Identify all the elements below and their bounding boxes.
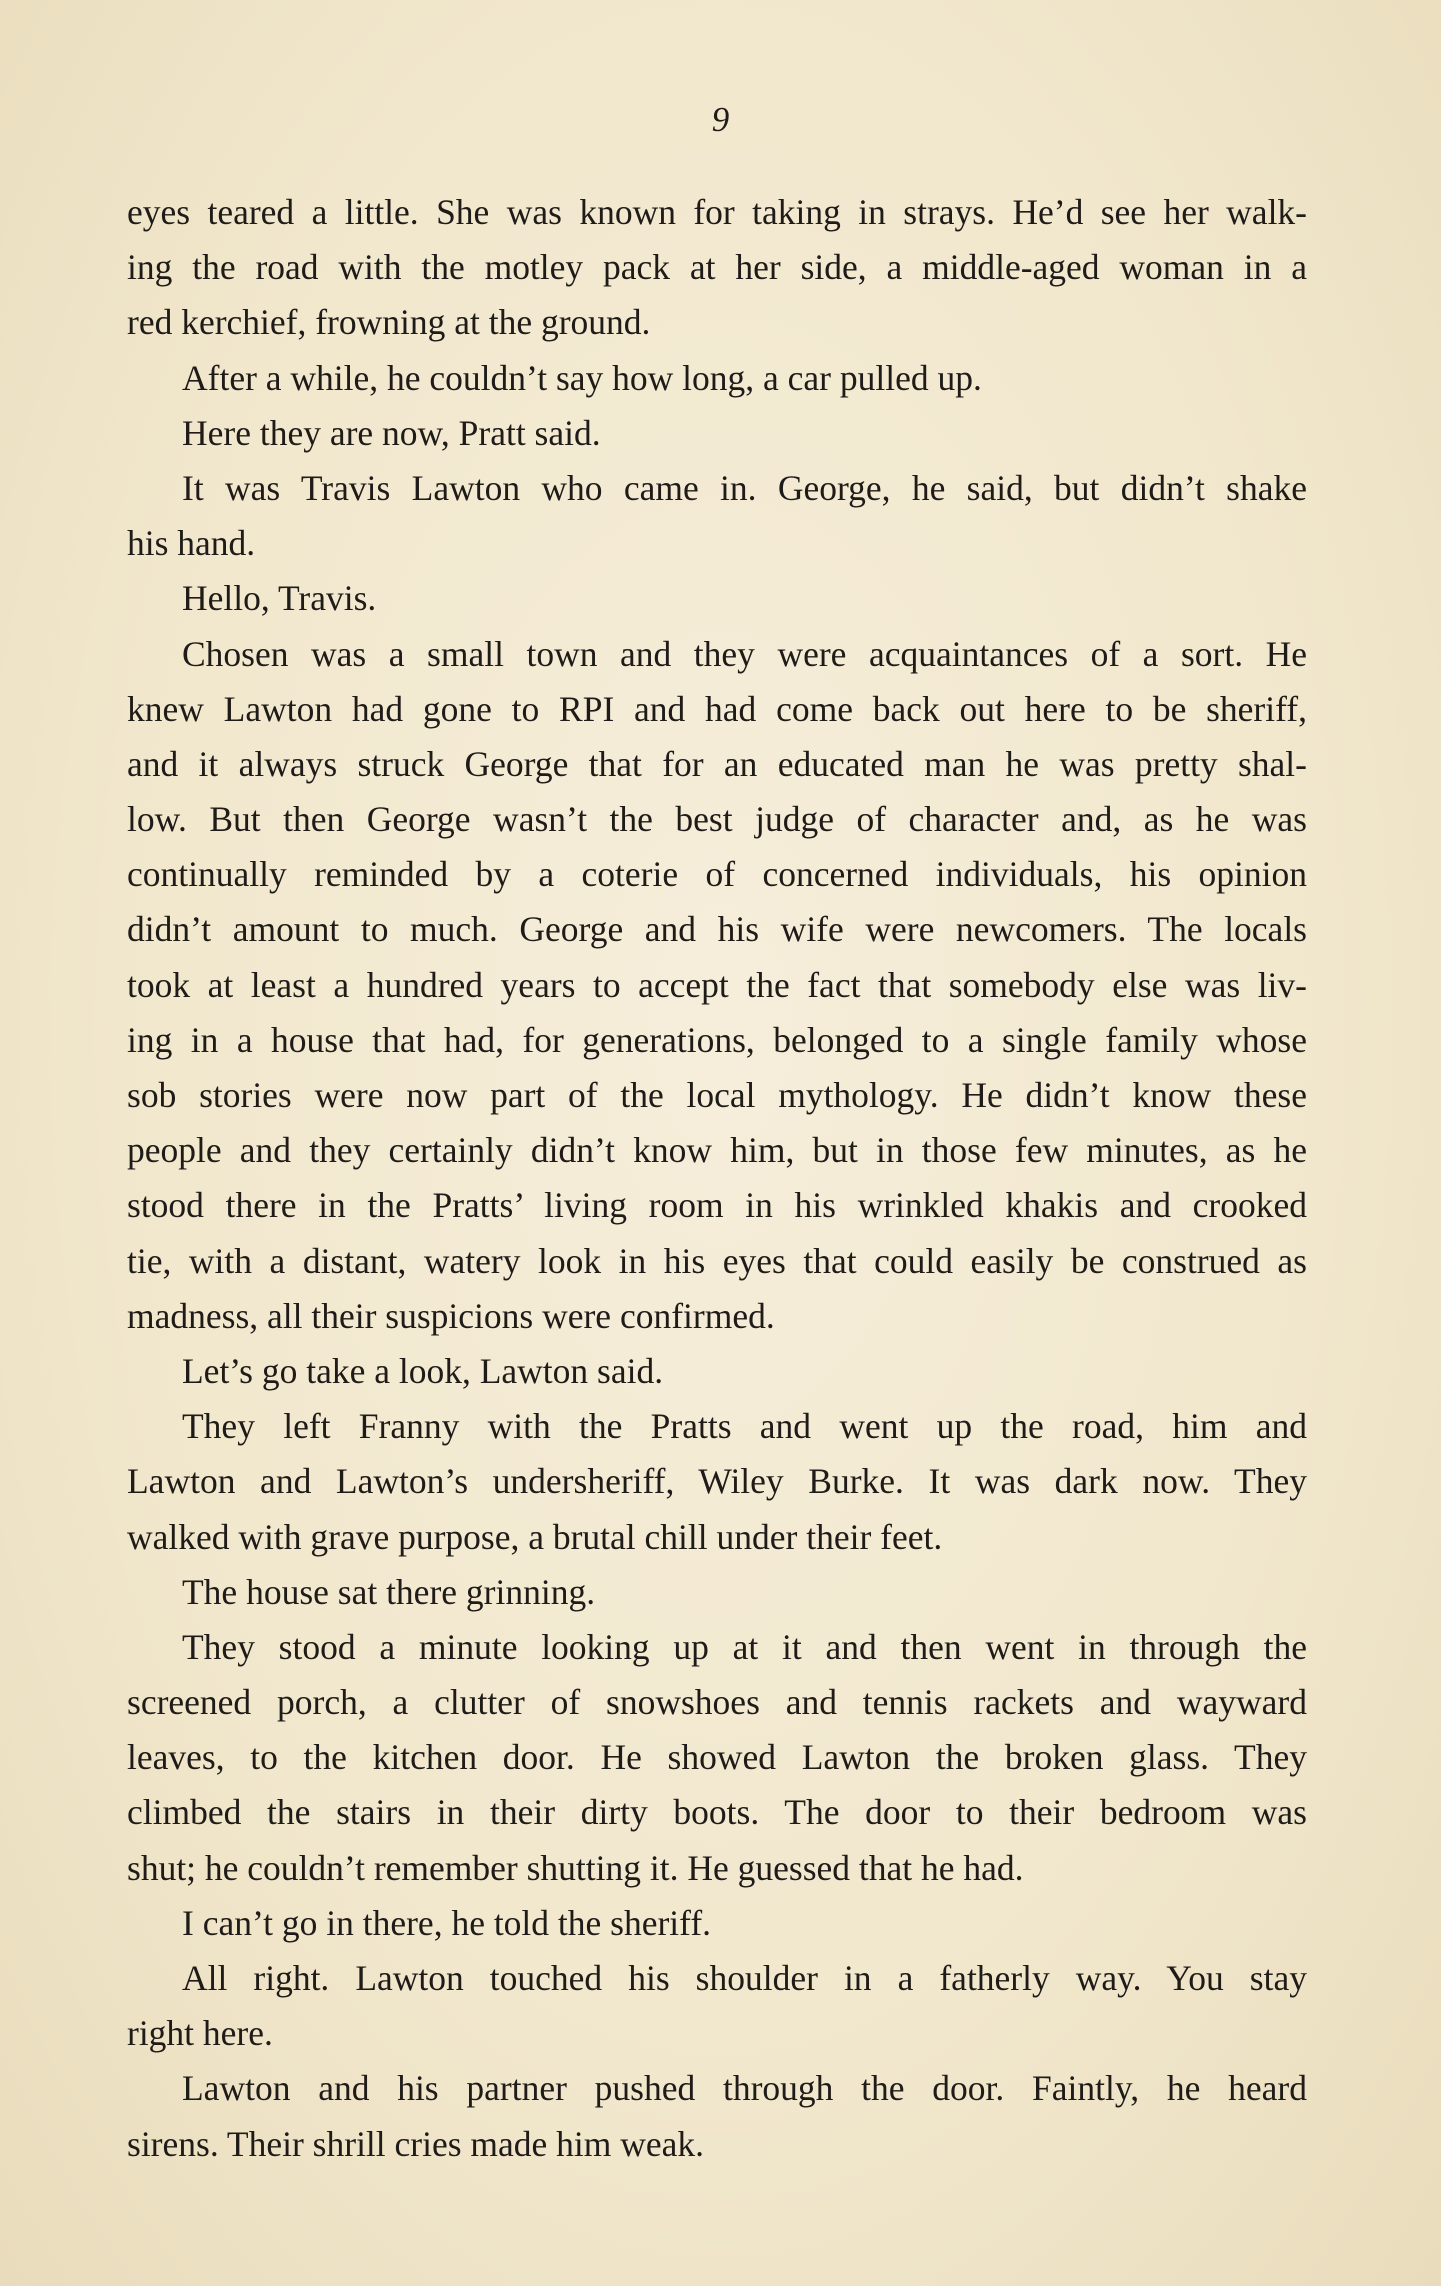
text-line: red kerchief, frowning at the ground. <box>127 302 651 343</box>
text-line: knew Lawton had gone to RPI and had come back out here to be sheriff, <box>127 688 1307 729</box>
text-line: eyes teared a little. She was known for taking in strays. He’d see her walk- <box>127 192 1307 232</box>
text-line: Chosen was a small town and they were acquaintances of a sort. He <box>182 633 1307 674</box>
text-line: right here. <box>127 2013 273 2054</box>
text-line: tie, with a distant, watery look in his eyes that could easily be construed as <box>127 1240 1307 1281</box>
text-line: ing in a house that had, for generations, belonged to a single family whose <box>127 1019 1307 1060</box>
text-line: ing the road with the motley pack at her side, a middle-aged woman in a <box>127 247 1307 288</box>
text-line: low. But then George wasn’t the best judge of character and, as he was <box>127 799 1307 840</box>
text-line: his hand. <box>127 523 256 564</box>
text-line: screened porch, a clutter of snowshoes and tennis rackets and wayward <box>127 1682 1307 1723</box>
text-line: Lawton and Lawton’s undersheriff, Wiley Burke. It was dark now. They <box>127 1461 1307 1502</box>
text-line: Lawton and his partner pushed through the door. Faintly, he heard <box>182 2068 1307 2109</box>
text-line: I can’t go in there, he told the sheriff. <box>182 1902 712 1943</box>
body-text <box>127 185 1307 2172</box>
text-line: didn’t amount to much. George and his wife were newcomers. The locals <box>127 909 1307 950</box>
page-number: 9 <box>711 100 730 139</box>
text-line: shut; he couldn’t remember shutting it. He guessed that he had. <box>127 1847 1024 1888</box>
text-line: madness, all their suspicions were confirmed. <box>127 1295 775 1336</box>
text-line: Let’s go take a look, Lawton said. <box>182 1350 664 1391</box>
text-line: and it always struck George that for an educated man he was pretty shal- <box>127 743 1307 784</box>
text-line: They stood a minute looking up at it and then went in through the <box>182 1626 1307 1667</box>
text-line: The house sat there grinning. <box>182 1571 596 1612</box>
text-line: walked with grave purpose, a brutal chill under their feet. <box>127 1516 943 1557</box>
text-line: Hello, Travis. <box>182 578 377 619</box>
text-line: stood there in the Pratts’ living room in his wrinkled khakis and crooked <box>127 1185 1307 1226</box>
text-line: climbed the stairs in their dirty boots. The door to their bedroom was <box>127 1792 1307 1833</box>
text-line: leaves, to the kitchen door. He showed Lawton the broken glass. They <box>127 1737 1307 1778</box>
text-line: All right. Lawton touched his shoulder in a fatherly way. You stay <box>182 1958 1307 1998</box>
text-line: sob stories were now part of the local mythology. He didn’t know these <box>127 1075 1307 1115</box>
text-line: people and they certainly didn’t know him, but in those few minutes, as he <box>127 1130 1307 1171</box>
text-line: After a while, he couldn’t say how long, a car pulled up. <box>182 357 982 398</box>
text-line: It was Travis Lawton who came in. George, he said, but didn’t shake <box>182 467 1307 508</box>
text-line: Here they are now, Pratt said. <box>182 412 601 453</box>
text-line: They left Franny with the Pratts and went up the road, him and <box>182 1406 1307 1447</box>
text-line: took at least a hundred years to accept the fact that somebody else was liv- <box>127 964 1307 1005</box>
text-line: sirens. Their shrill cries made him weak. <box>127 2123 705 2164</box>
text-line: continually reminded by a coterie of concerned individuals, his opinion <box>127 854 1307 895</box>
